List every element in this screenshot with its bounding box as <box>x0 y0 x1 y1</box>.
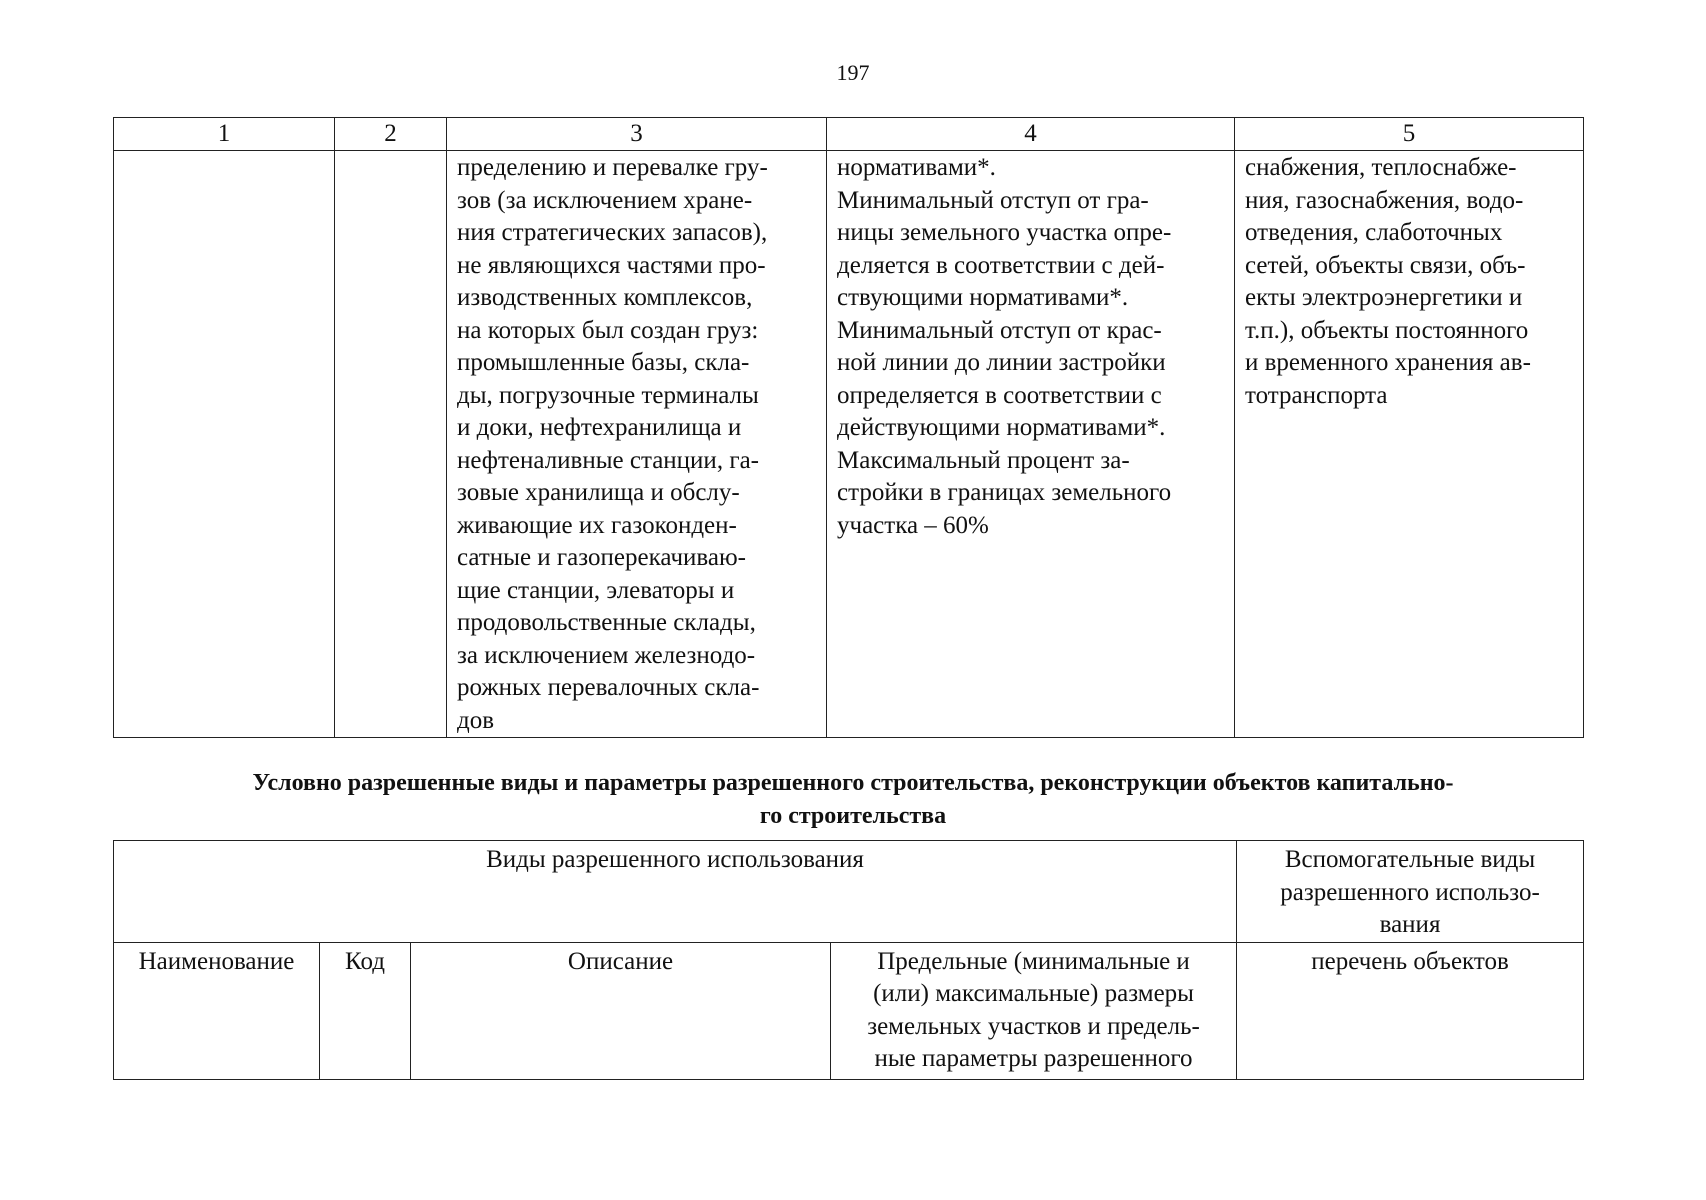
column-number: 3 <box>447 118 827 151</box>
empty-cell <box>335 151 447 738</box>
continuation-table <box>113 117 1584 738</box>
text-line: не являющихся частями про- <box>457 251 766 279</box>
text-line: щие станции, элеваторы и <box>457 576 735 604</box>
header-code: Код <box>320 942 411 1079</box>
text-line: участка – 60% <box>837 511 989 539</box>
text-line: ные параметры разрешенного <box>874 1045 1193 1072</box>
text-line: ницы земельного участка опре- <box>837 219 1172 246</box>
text-line: дов <box>457 706 495 734</box>
text-line: нефтеналивные станции, га- <box>457 446 759 474</box>
text-line: снабжения, теплоснабже- <box>1245 154 1517 181</box>
text-line: промышленные базы, скла- <box>457 349 750 376</box>
text-line: живающие их газоконден- <box>457 511 737 539</box>
text-line: и доки, нефтехранилища и <box>457 414 742 441</box>
table-subheader-row <box>114 942 1584 1079</box>
text-line: за исключением железнодо- <box>457 641 756 669</box>
description-cell <box>447 151 827 738</box>
text-line: земельных участков и предель- <box>867 1012 1200 1040</box>
text-line: продовольственные склады, <box>457 609 756 636</box>
text-line: т.п.), объекты постоянного <box>1245 316 1529 344</box>
table-row <box>114 151 1584 738</box>
header-auxiliary <box>1237 841 1584 943</box>
column-number: 5 <box>1235 118 1584 151</box>
header-parameters <box>831 942 1237 1079</box>
text-line: зовые хранилища и обслу- <box>457 479 740 506</box>
text-line: Минимальный отступ от гра- <box>837 186 1149 214</box>
auxiliary-objects-text <box>1235 151 1583 412</box>
text-line: ствующими нормативами*. <box>837 284 1129 311</box>
text-line: Вспомогательные виды <box>1284 846 1536 873</box>
section-heading <box>0 767 1706 833</box>
text-line: ной линии до линии застройки <box>837 349 1166 376</box>
text-line: рожных перевалочных скла- <box>457 674 760 701</box>
text-line: зов (за исключением хране- <box>457 186 753 214</box>
text-line: сатные и газоперекачиваю- <box>457 544 746 571</box>
text-line: отведения, слаботочных <box>1245 219 1503 246</box>
text-line: (или) максимальные) размеры <box>873 980 1194 1007</box>
parameters-cell <box>827 151 1235 738</box>
text-line: стройки в границах земельного <box>837 479 1172 506</box>
auxiliary-objects-cell <box>1235 151 1584 738</box>
text-line: и временного хранения ав- <box>1245 349 1531 376</box>
text-line: ния стратегических запасов), <box>457 219 768 246</box>
text-line: пределению и перевалке гру- <box>457 154 768 181</box>
text-line: екты электроэнергетики и <box>1245 284 1523 311</box>
header-name: Наименование <box>114 942 320 1079</box>
text-line: тотранспорта <box>1245 381 1388 409</box>
table-header-row <box>114 841 1584 943</box>
section-heading-line: Условно разрешенные виды и параметры разрешенного строительства, реконструкции объектов капитально- <box>252 770 1454 796</box>
text-line: нормативами*. <box>837 154 996 181</box>
text-line: Предельные (минимальные и <box>877 947 1190 975</box>
text-line: на которых был создан груз: <box>457 316 759 344</box>
empty-cell <box>114 151 335 738</box>
text-line: вания <box>1379 911 1441 938</box>
text-line: деляется в соответствии с дей- <box>837 251 1165 279</box>
conditional-uses-table <box>113 840 1584 1080</box>
text-line: определяется в соответствии с <box>837 381 1162 409</box>
text-line: сетей, объекты связи, объ- <box>1245 251 1526 279</box>
text-line: ды, погрузочные терминалы <box>457 381 759 409</box>
page-number: 197 <box>836 60 870 85</box>
header-main: Виды разрешенного использования <box>114 841 1237 943</box>
parameters-text <box>827 151 1234 542</box>
text-line: ния, газоснабжения, водо- <box>1245 186 1524 214</box>
text-line: действующими нормативами*. <box>837 414 1166 441</box>
text-line: разрешенного использо- <box>1280 878 1540 906</box>
header-objects: перечень объектов <box>1237 942 1584 1079</box>
section-heading-line: го строительства <box>759 803 947 829</box>
column-number-row <box>114 118 1584 151</box>
column-number: 2 <box>335 118 447 151</box>
description-text <box>447 151 826 737</box>
text-line: Максимальный процент за- <box>837 446 1130 474</box>
text-line: изводственных комплексов, <box>457 284 753 311</box>
header-description: Описание <box>411 942 831 1079</box>
column-number: 4 <box>827 118 1235 151</box>
text-line: Минимальный отступ от крас- <box>837 316 1162 344</box>
column-number: 1 <box>114 118 335 151</box>
